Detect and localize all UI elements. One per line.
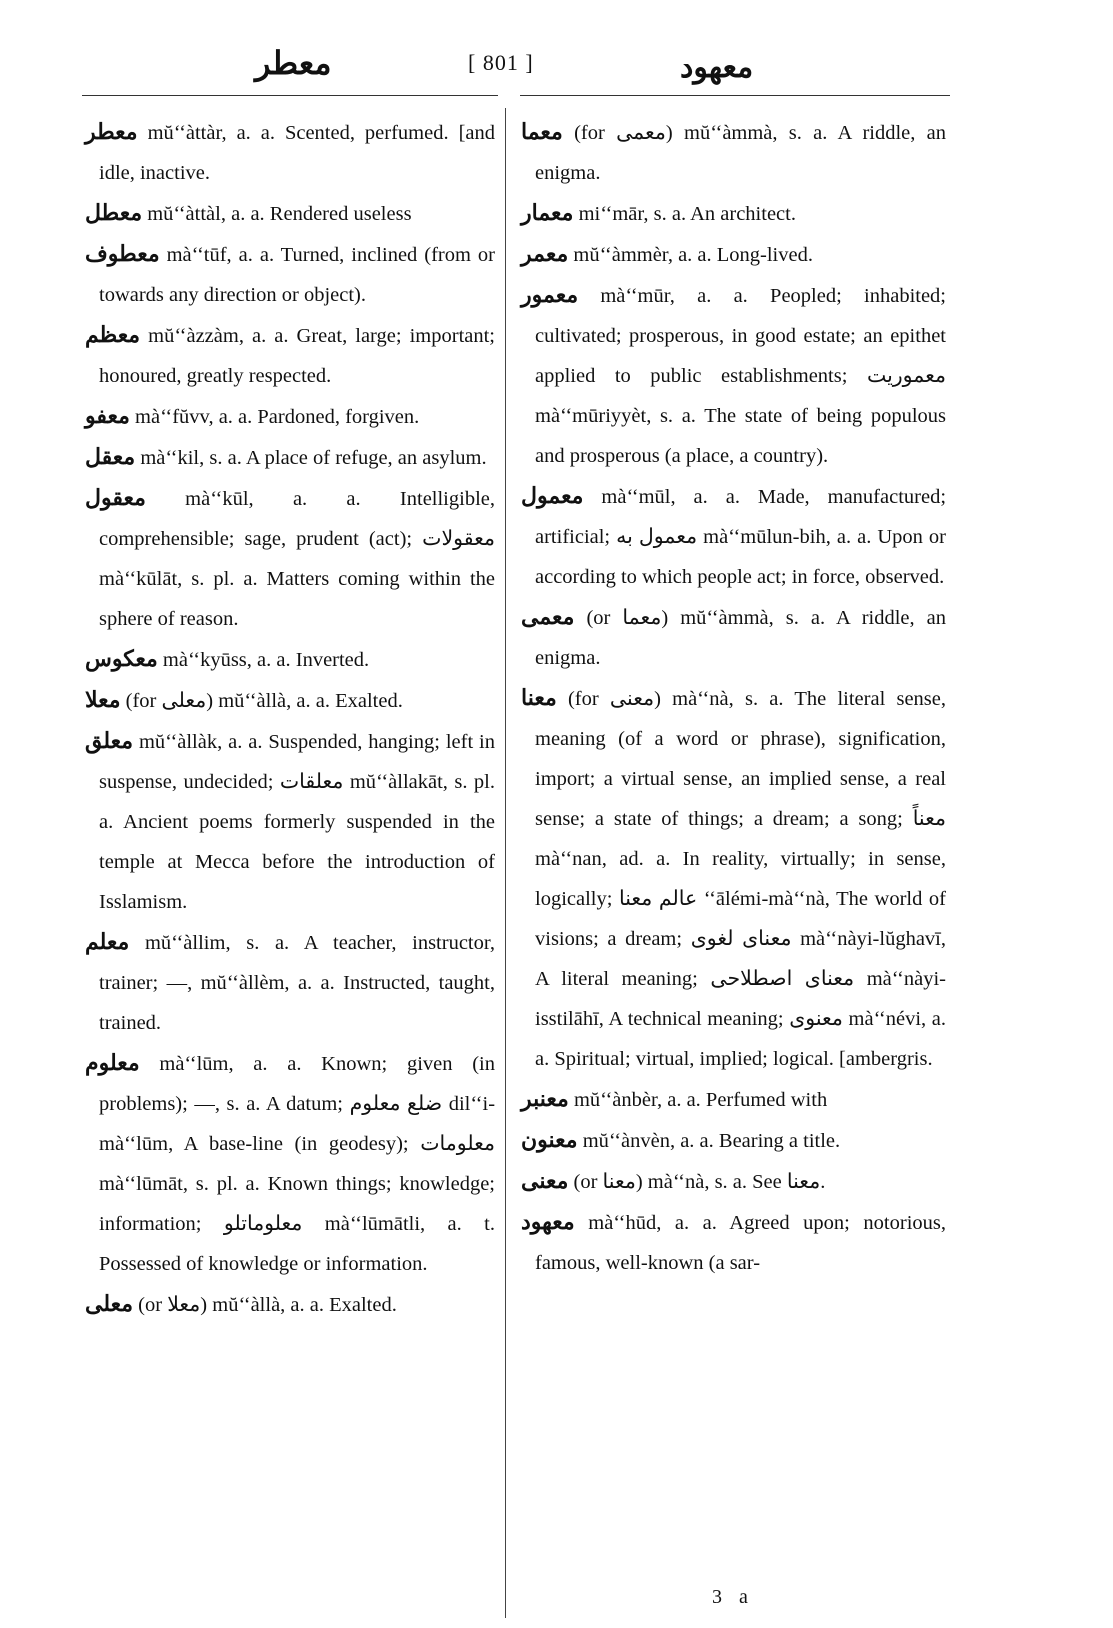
entry-definition: mà‘‘mūl, a. a. Made, manufactured; artificial; معمول به mà‘‘mūlun-bih, a. a. Upon or according to which people act; in force, observed. (535, 486, 947, 588)
headword-arabic: معنی (521, 1168, 569, 1193)
headword-arabic: معلق (85, 728, 134, 753)
headword-arabic: معلم (85, 929, 130, 954)
running-head-right: معهود (680, 51, 754, 84)
running-head-left: معطر (255, 45, 332, 81)
dictionary-entry (521, 193, 946, 234)
dictionary-entry (521, 678, 946, 1079)
entry-definition: mà‘‘hūd, a. a. Agreed upon; notorious, famous, well-known (a sar- (535, 1212, 947, 1274)
entry-definition: (for معمی) mŭ‘‘àmmà, s. a. A riddle, an enigma. (535, 122, 947, 184)
dictionary-entry (521, 597, 946, 678)
entry-definition: mà‘‘kil, s. a. A place of refuge, an asylum. (140, 447, 487, 469)
entry-definition: mŭ‘‘àmmèr, a. a. Long-lived. (573, 244, 813, 266)
dictionary-entry (521, 1161, 946, 1202)
entry-definition: (or معما) mŭ‘‘àmmà, s. a. A riddle, an enigma. (535, 607, 947, 669)
signature-mark: 3 a (712, 1586, 754, 1608)
headword-arabic: معنا (521, 685, 557, 710)
entry-definition: mŭ‘‘ànvèn, a. a. Bearing a title. (582, 1130, 841, 1152)
headword-arabic: معكوس (85, 646, 158, 671)
headword-arabic: معمر (521, 241, 569, 266)
dictionary-entry (521, 112, 946, 193)
headword-arabic: معطل (85, 200, 143, 225)
left-column (85, 112, 495, 1325)
dictionary-entry (85, 639, 495, 680)
headword-arabic: معقول (85, 485, 146, 510)
entry-definition: mŭ‘‘ànbèr, a. a. Perfumed with (573, 1089, 828, 1111)
dictionary-entry (521, 1120, 946, 1161)
headword-arabic: معلا (85, 687, 121, 712)
header-rule-right (520, 95, 950, 96)
dictionary-entry (85, 1284, 495, 1325)
dictionary-entry (85, 478, 495, 639)
headword-arabic: معلوم (85, 1050, 140, 1075)
headword-arabic: معمور (521, 282, 579, 307)
entry-definition: mà‘‘fŭvv, a. a. Pardoned, forgiven. (135, 406, 420, 428)
entry-definition: mi‘‘mār, s. a. An architect. (578, 203, 796, 225)
entry-definition: mà‘‘tūf, a. a. Turned, inclined (from or towards any direction or object). (99, 244, 496, 306)
page-number: [ 801 ] (468, 50, 534, 75)
entry-definition: (for معنی) mà‘‘nà, s. a. The literal sense, meaning (of a word or phrase), signification, import; a virtual sense, an implied sense, a real sense; a state of things; a dream; a song; معناً mà‘‘nan, ad. a. In reality, virtually; in sense, logically; عالم معنا ‘‘ālémi-mà‘‘nà, The world of visions; a dream; معنای لغوی mà‘‘nàyi-lŭghavī, A literal meaning; معنای اصطلاحی mà‘‘nàyi-isstilāhī, A technical meaning; معنوی mà‘‘névi, a. a. Spiritual; virtual, implied; logical. [ambergris. (535, 688, 947, 1070)
headword-arabic: معنون (521, 1127, 578, 1152)
entry-definition: (or معنا) mà‘‘nà, s. a. See معنا. (573, 1171, 826, 1193)
entry-definition: mà‘‘kyūss, a. a. Inverted. (162, 649, 370, 671)
entry-definition: mŭ‘‘àllim, s. a. A teacher, instructor, trainer; —, mŭ‘‘àllèm, a. a. Instructed, taught, trained. (99, 932, 496, 1034)
dictionary-entry (521, 1202, 946, 1283)
headword-arabic: معطر (85, 119, 138, 144)
entry-definition: mà‘‘mūr, a. a. Peopled; inhabited; cultivated; prosperous, in good estate; an epithet applied to public establishments; معموریت mà‘‘mūriyyèt, s. a. The state of being populous and prosperous (a place, a country). (535, 285, 947, 467)
dictionary-entry (85, 234, 495, 315)
right-column (521, 112, 946, 1283)
headword-arabic: معمار (521, 200, 574, 225)
dictionary-entry (85, 193, 495, 234)
dictionary-entry (85, 721, 495, 922)
dictionary-entry (85, 1043, 495, 1284)
entry-definition: mŭ‘‘àzzàm, a. a. Great, large; important; honoured, greatly respected. (99, 325, 496, 387)
column-divider (505, 108, 506, 1618)
headword-arabic: معلی (85, 1291, 134, 1316)
dictionary-entry (85, 396, 495, 437)
headword-arabic: معمی (521, 604, 575, 629)
entry-definition: (or معلا) mŭ‘‘àllà, a. a. Exalted. (138, 1294, 397, 1316)
dictionary-entry (521, 275, 946, 476)
entry-definition: (for معلی) mŭ‘‘àllà, a. a. Exalted. (125, 690, 403, 712)
dictionary-entry (85, 112, 495, 193)
dictionary-entry (85, 922, 495, 1043)
dictionary-entry (85, 437, 495, 478)
dictionary-entry (85, 315, 495, 396)
headword-arabic: معطوف (85, 241, 160, 266)
headword-arabic: معقل (85, 444, 136, 469)
headword-arabic: معنبر (521, 1086, 569, 1111)
headword-arabic: معهود (521, 1209, 575, 1234)
dictionary-entry (521, 234, 946, 275)
headword-arabic: معمول (521, 483, 584, 508)
entry-definition: mŭ‘‘àttàr, a. a. Scented, perfumed. [and idle, inactive. (99, 122, 495, 184)
entry-definition: mà‘‘lūm, a. a. Known; given (in problems); —, s. a. A datum; ضلع معلوم dil‘‘i-mà‘‘lūm, A base-line (in geodesy); معلومات mà‘‘lūmāt, s. pl. a. Known things; knowledge; information; معلوماتلو mà‘‘lūmātli, a. t. Possessed of knowledge or information. (99, 1053, 496, 1275)
headword-arabic: معما (521, 119, 563, 144)
dictionary-entry (85, 680, 495, 721)
dictionary-entry (521, 476, 946, 597)
header-rule-left (82, 95, 498, 96)
entry-definition: mà‘‘kūl, a. a. Intelligible, comprehensible; sage, prudent (act); معقولات mà‘‘kūlāt, s. pl. a. Matters coming within the sphere of reason. (99, 488, 495, 630)
dictionary-entry (521, 1079, 946, 1120)
headword-arabic: معظم (85, 322, 141, 347)
entry-definition: mŭ‘‘àllàk, a. a. Suspended, hanging; left in suspense, undecided; معلقات mŭ‘‘àllakāt, s. pl. a. Ancient poems formerly suspended in the temple at Mecca before the introduction of Isslamism. (99, 731, 496, 913)
headword-arabic: معفو (85, 403, 130, 428)
entry-definition: mŭ‘‘àttàl, a. a. Rendered useless (147, 203, 412, 225)
